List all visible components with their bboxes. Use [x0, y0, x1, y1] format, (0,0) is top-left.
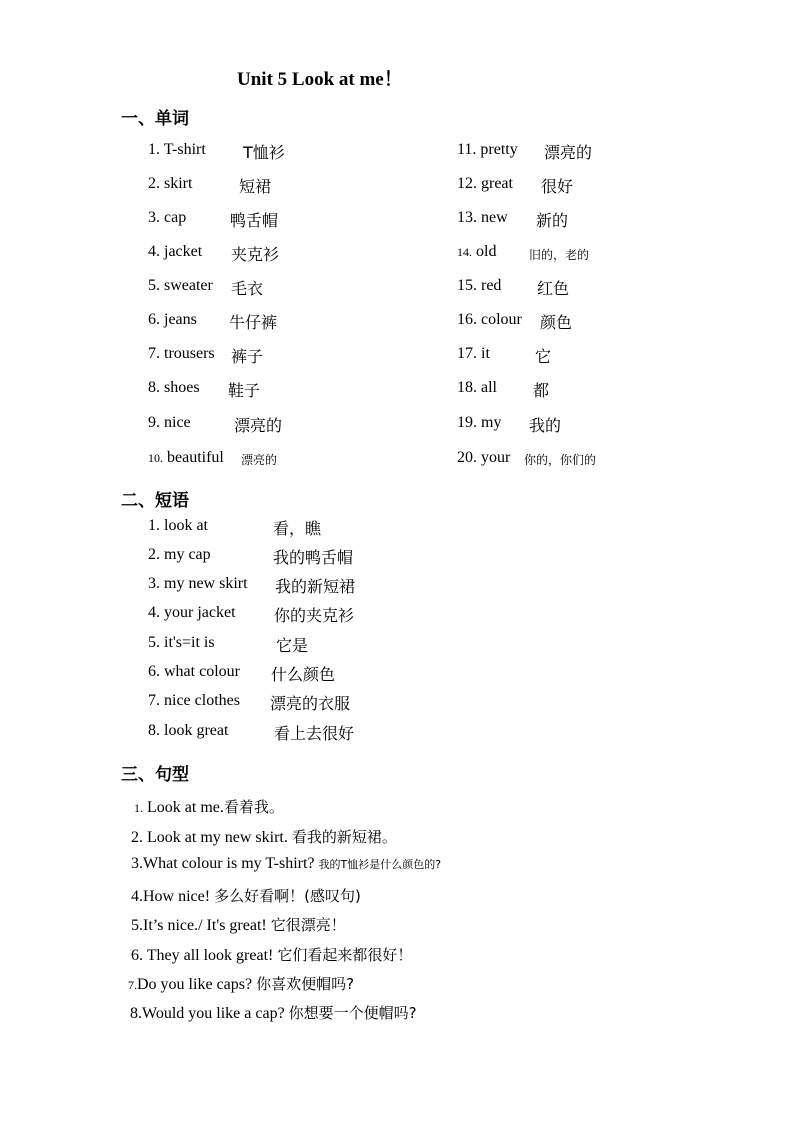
- sentence-item: [134, 796, 284, 817]
- word-chinese: 很好: [541, 177, 574, 196]
- word-english: 2. skirt: [148, 175, 193, 192]
- sentence-english: They all look great!: [146, 947, 274, 964]
- sentence-chinese: 看着我。: [223, 798, 284, 816]
- sentence-number: 6.: [131, 947, 143, 964]
- word-english: 12. great: [457, 175, 513, 192]
- sentence-item: [131, 914, 346, 935]
- word-english: 17. it: [457, 345, 490, 362]
- word-chinese: 漂亮的: [544, 143, 593, 162]
- sentence-english: It’s nice./ It's great!: [143, 917, 267, 934]
- sentence-chinese: 你喜欢便帽吗?: [256, 975, 355, 993]
- word-english: old: [476, 243, 497, 260]
- word-item: [148, 209, 186, 227]
- section-heading-phrases: 二、短语: [121, 491, 189, 511]
- word-english: 19. my: [457, 414, 502, 431]
- sentence-number: 4.: [131, 888, 143, 905]
- word-english: 1. T-shirt: [148, 141, 206, 158]
- sentence-english: Look at me.: [147, 799, 224, 816]
- sentence-item: [131, 826, 397, 847]
- word-item: [148, 311, 197, 329]
- word-chinese: 都: [533, 381, 550, 400]
- word-item: [457, 243, 496, 261]
- word-english: 16. colour: [457, 311, 522, 328]
- phrase-chinese: 你的夹克衫: [274, 606, 355, 625]
- word-chinese: 毛衣: [231, 279, 264, 298]
- phrase-english: 7. nice clothes: [148, 692, 240, 709]
- word-item: [457, 414, 501, 432]
- sentence-english: Do you like caps?: [137, 976, 253, 993]
- sentence-number: 1.: [134, 801, 143, 815]
- word-item: [457, 311, 522, 329]
- sentence-english: Would you like a cap?: [142, 1005, 285, 1022]
- sentence-chinese: 我的T恤衫是什么颜色的?: [318, 858, 442, 871]
- word-chinese: 旧的，老的: [529, 248, 590, 262]
- word-chinese: 你的，你们的: [524, 453, 597, 467]
- word-chinese: 新的: [536, 211, 569, 230]
- word-item: [148, 449, 224, 467]
- sentence-number: 3.: [131, 855, 143, 872]
- page-title: Unit 5 Look at me！: [237, 69, 403, 90]
- word-chinese: T恤衫: [243, 143, 285, 162]
- word-item: [457, 175, 513, 193]
- word-chinese: 鞋子: [228, 381, 261, 400]
- word-english: 7. trousers: [148, 345, 215, 362]
- sentence-chinese: 多么好看啊！(感叹句): [214, 887, 361, 905]
- word-english: 4. jacket: [148, 243, 203, 260]
- word-item: [148, 345, 215, 363]
- sentence-english: What colour is my T-shirt?: [143, 855, 315, 872]
- phrase-chinese: 什么颜色: [271, 665, 336, 684]
- word-item: [457, 379, 497, 397]
- sentence-chinese: 你想要一个便帽吗?: [288, 1004, 417, 1022]
- phrase-chinese: 我的鸭舌帽: [273, 548, 354, 567]
- sentence-item: [130, 1002, 417, 1023]
- sentence-chinese: 看我的新短裙。: [291, 828, 397, 846]
- phrase-english: 8. look great: [148, 722, 229, 739]
- sentence-number: 8.: [130, 1005, 142, 1022]
- word-number: 10.: [148, 451, 163, 465]
- word-english: 13. new: [457, 209, 508, 226]
- word-item: [148, 414, 191, 432]
- sentence-item: [131, 855, 441, 873]
- word-english: 3. cap: [148, 209, 187, 226]
- word-chinese: 短裙: [239, 177, 272, 196]
- sentence-english: How nice!: [143, 888, 211, 905]
- word-chinese: 裤子: [231, 347, 264, 366]
- word-item: [457, 209, 508, 227]
- word-item: [148, 379, 200, 397]
- sentence-item: [131, 944, 412, 965]
- sentence-item: [128, 973, 354, 994]
- word-item: [148, 141, 206, 159]
- sentence-number: 2.: [131, 829, 143, 846]
- word-english: 15. red: [457, 277, 502, 294]
- sentence-english: Look at my new skirt.: [147, 829, 288, 846]
- word-english: beautiful: [167, 449, 224, 466]
- word-number: 14.: [457, 245, 472, 259]
- section-heading-sentences: 三、句型: [121, 765, 189, 785]
- word-english: 6. jeans: [148, 311, 197, 328]
- phrase-english: 6. what colour: [148, 663, 240, 680]
- word-chinese: 牛仔裤: [229, 313, 278, 332]
- word-english: 18. all: [457, 379, 497, 396]
- word-english: 20. your: [457, 449, 511, 466]
- word-chinese: 漂亮的: [241, 453, 278, 467]
- word-item: [457, 449, 510, 467]
- word-item: [148, 175, 192, 193]
- sentence-item: [131, 885, 361, 906]
- word-item: [148, 243, 202, 261]
- sentence-chinese: 它们看起来都很好！: [277, 946, 413, 964]
- word-item: [457, 345, 490, 363]
- word-english: 5. sweater: [148, 277, 213, 294]
- phrase-chinese: 看上去很好: [274, 724, 355, 743]
- phrase-chinese: 我的新短裙: [275, 577, 356, 596]
- phrase-chinese: 漂亮的衣服: [270, 694, 351, 713]
- word-english: 9. nice: [148, 414, 191, 431]
- word-chinese: 颜色: [540, 313, 573, 332]
- word-item: [148, 277, 213, 295]
- word-chinese: 漂亮的: [234, 416, 283, 435]
- word-chinese: 红色: [537, 279, 570, 298]
- sentence-chinese: 它很漂亮！: [270, 916, 346, 934]
- phrase-english: 3. my new skirt: [148, 575, 248, 592]
- word-item: [457, 141, 518, 159]
- phrase-english: 5. it's=it is: [148, 634, 215, 651]
- phrase-english: 4. your jacket: [148, 604, 236, 621]
- word-chinese: 夹克衫: [231, 245, 280, 264]
- phrase-chinese: 它是: [276, 636, 309, 655]
- word-english: 8. shoes: [148, 379, 200, 396]
- word-chinese: 鸭舌帽: [230, 211, 279, 230]
- word-english: 11. pretty: [457, 141, 518, 158]
- phrase-chinese: 看，瞧: [273, 519, 322, 538]
- sentence-number: 5.: [131, 917, 143, 934]
- word-chinese: 它: [535, 347, 552, 366]
- phrase-english: 2. my cap: [148, 546, 211, 563]
- phrase-english: 1. look at: [148, 517, 208, 534]
- word-chinese: 我的: [529, 416, 562, 435]
- section-heading-words: 一、单词: [121, 109, 189, 129]
- word-item: [457, 277, 501, 295]
- sentence-number: 7.: [128, 978, 137, 992]
